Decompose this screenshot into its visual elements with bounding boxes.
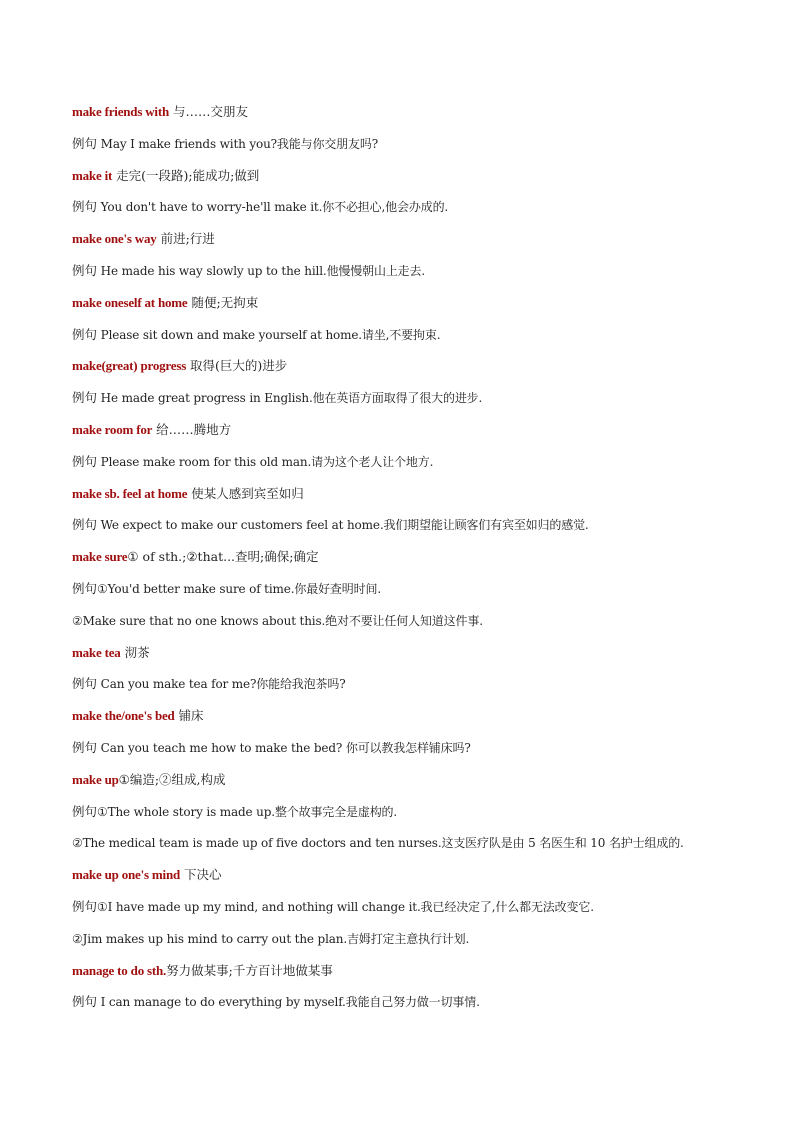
example-label: 例句: [72, 453, 98, 469]
example-text: He made his way slowly up to the hill.他慢慢朝山上走去.: [97, 263, 426, 278]
example-text: ②Jim makes up his mind to carry out the plan.吉姆打定主意执行计划.: [72, 931, 470, 946]
phrase-meaning: 走完(一段路);能成功;做到: [112, 167, 260, 183]
example-text: ①I have made up my mind, and nothing will change it.我已经决定了,什么都无法改变它.: [97, 899, 594, 914]
example-sentence: [72, 801, 762, 833]
phrase-meaning: 使某人感到宾至如归: [187, 485, 304, 501]
example-sentence: [72, 896, 762, 928]
phrase-entry: [72, 642, 762, 674]
example-text: He made great progress in English.他在英语方面取得了很大的进步.: [97, 391, 483, 406]
example-sentence: [72, 324, 762, 356]
example-label: 例句: [72, 676, 98, 692]
example-sentence: [72, 133, 762, 165]
example-sentence: [72, 196, 762, 228]
example-label: 例句: [72, 390, 98, 406]
phrase-term: make tea: [72, 644, 121, 660]
example-label: 例句: [72, 199, 98, 215]
phrase-meaning: 铺床: [174, 708, 204, 724]
example-label: 例句: [72, 135, 98, 151]
phrase-meaning: ① of sth.;②that...查明;确保;确定: [127, 549, 319, 565]
phrase-term: make oneself at home: [72, 294, 188, 310]
phrase-entry: [72, 864, 762, 896]
phrase-entry: [72, 101, 762, 133]
example-sentence: [72, 991, 762, 1023]
example-sentence: [72, 832, 762, 864]
phrase-meaning: 前进;行进: [156, 231, 215, 247]
phrase-entry: [72, 419, 762, 451]
phrase-entry: [72, 705, 762, 737]
phrase-meaning: 努力做某事;千方百计地做某事: [166, 962, 333, 978]
example-sentence: [72, 610, 762, 642]
example-label: 例句: [72, 580, 98, 596]
phrase-entry: [72, 292, 762, 324]
phrase-entry: [72, 546, 762, 578]
phrase-meaning: ①编造;②组成,构成: [118, 771, 226, 787]
example-label: 例句: [72, 517, 98, 533]
example-sentence: [72, 514, 762, 546]
example-sentence: [72, 451, 762, 483]
example-label: 例句: [72, 803, 98, 819]
example-text: ①The whole story is made up.整个故事完全是虚构的.: [97, 804, 398, 819]
example-sentence: [72, 578, 762, 610]
phrase-term: make friends with: [72, 104, 169, 119]
phrase-term: make(great) progress: [72, 358, 187, 374]
phrase-term: make it: [72, 167, 113, 183]
phrase-meaning: 与……交朋友: [169, 104, 248, 119]
phrase-term: make one's way: [72, 231, 157, 247]
phrase-entry: [72, 355, 762, 387]
example-text: May I make friends with you?我能与你交朋友吗?: [97, 136, 379, 151]
example-sentence: [72, 260, 762, 292]
example-label: 例句: [72, 262, 98, 278]
phrase-entry: [72, 960, 762, 992]
phrase-entry: [72, 483, 762, 515]
phrase-entry: [72, 769, 762, 801]
example-text: Please sit down and make yourself at home.请坐,不要拘束.: [97, 327, 441, 342]
phrase-term: make up: [72, 771, 119, 787]
phrase-term: manage to do sth.: [72, 962, 167, 978]
example-text: Please make room for this old man.请为这个老人让个地方.: [97, 454, 434, 469]
phrase-meaning: 取得(巨大的)进步: [186, 358, 288, 374]
document-page: [72, 101, 762, 1023]
phrase-meaning: 给……腾地方: [152, 421, 232, 437]
example-text: ②Make sure that no one knows about this.绝对不要让任何人知道这件事.: [72, 613, 483, 628]
phrase-term: make sure: [72, 549, 128, 565]
example-text: ②The medical team is made up of five doctors and ten nurses.这支医疗队是由 5 名医生和 10 名护士组成的.: [72, 836, 684, 851]
example-sentence: [72, 387, 762, 419]
phrase-meaning: 下决心: [180, 867, 222, 883]
example-sentence: [72, 928, 762, 960]
example-label: 例句: [72, 994, 98, 1010]
example-text: Can you teach me how to make the bed? 你可以教我怎样铺床吗?: [97, 740, 471, 755]
example-text: You don't have to worry-he'll make it.你不必担心,他会办成的.: [97, 200, 449, 215]
example-text: Can you make tea for me?你能给我泡茶吗?: [97, 677, 346, 692]
example-text: We expect to make our customers feel at home.我们期望能让顾客们有宾至如归的感觉.: [97, 518, 589, 533]
example-sentence: [72, 673, 762, 705]
example-sentence: [72, 737, 762, 769]
example-text: I can manage to do everything by myself.我能自己努力做一切事情.: [97, 995, 480, 1010]
phrase-meaning: 随便;无拘束: [187, 294, 259, 310]
example-label: 例句: [72, 326, 98, 342]
example-text: ①You'd better make sure of time.你最好查明时间.: [97, 581, 381, 596]
phrase-entry: [72, 228, 762, 260]
phrase-term: make sb. feel at home: [72, 485, 188, 501]
phrase-term: make the/one's bed: [72, 708, 175, 724]
phrase-term: make room for: [72, 421, 153, 437]
phrase-meaning: 沏茶: [120, 644, 150, 660]
example-label: 例句: [72, 898, 98, 914]
example-label: 例句: [72, 739, 98, 755]
phrase-term: make up one's mind: [72, 867, 181, 883]
phrase-entry: [72, 165, 762, 197]
